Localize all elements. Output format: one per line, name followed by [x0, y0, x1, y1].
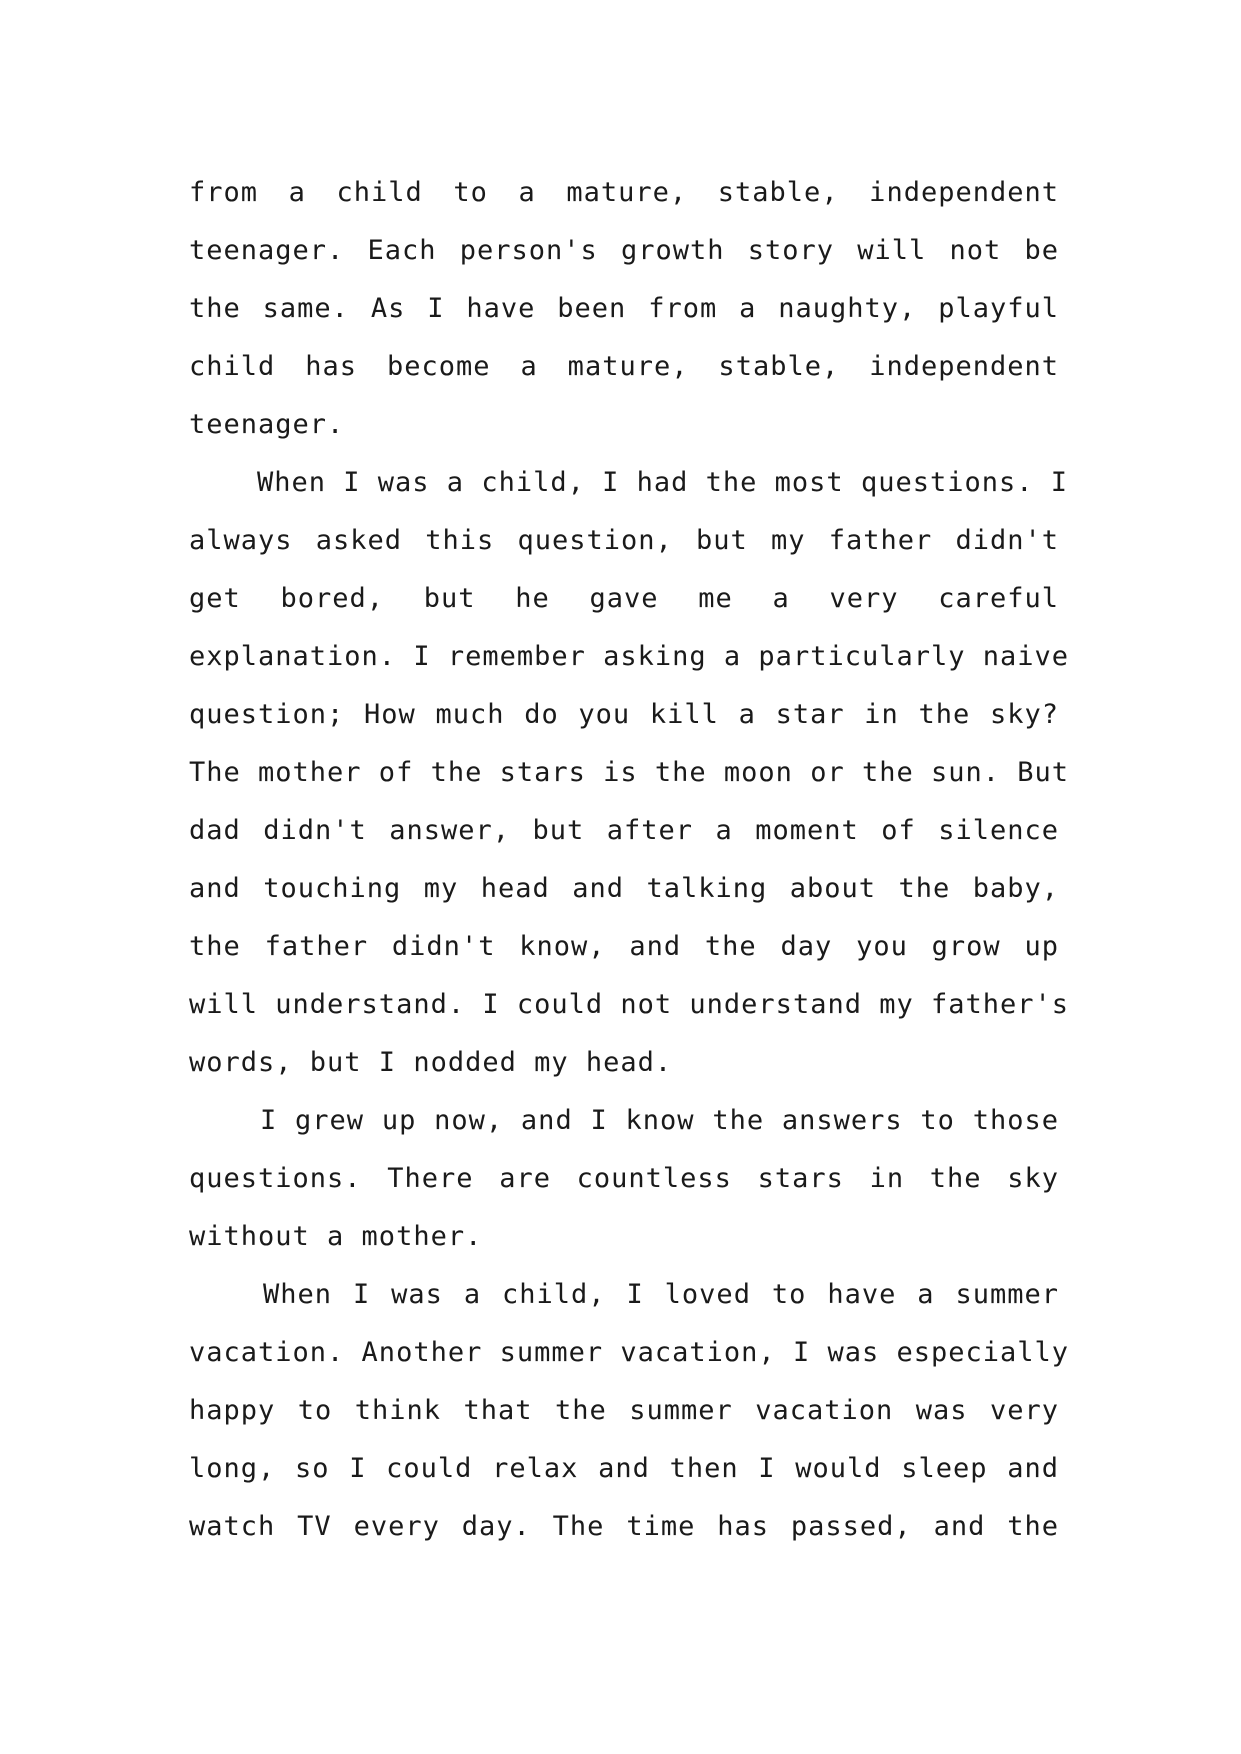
text-line: watch TV every day. The time has passed, and the — [189, 1511, 1059, 1542]
text-line: dad didn't answer, but after a moment of silence — [189, 815, 1059, 846]
text-line: words, but I nodded my head. — [189, 1047, 673, 1078]
text-line: the same. As I have been from a naughty, playful — [189, 293, 1059, 324]
text-line: without a mother. — [189, 1221, 483, 1252]
text-line: long, so I could relax and then I would sleep and — [189, 1453, 1059, 1484]
text-line: questions. There are countless stars in the sky — [189, 1163, 1059, 1194]
text-line: teenager. — [189, 409, 345, 440]
text-line: get bored, but he gave me a very careful — [189, 583, 1059, 614]
text-line: happy to think that the summer vacation was very — [189, 1395, 1059, 1426]
text-line: I grew up now, and I know the answers to those — [260, 1105, 1059, 1136]
text-line: When I was a child, I had the most questions. I — [257, 467, 1069, 498]
text-line: explanation. I remember asking a particularly naive — [189, 641, 1070, 672]
text-line: always asked this question, but my father didn't — [189, 525, 1059, 556]
text-line: teenager. Each person's growth story will not be — [189, 235, 1059, 266]
text-line: the father didn't know, and the day you grow up — [189, 931, 1059, 962]
text-line: vacation. Another summer vacation, I was especially — [189, 1337, 1070, 1368]
text-line: child has become a mature, stable, independent — [189, 351, 1059, 382]
text-line: and touching my head and talking about the baby, — [189, 873, 1059, 904]
text-line: will understand. I could not understand my father's — [189, 989, 1070, 1020]
text-line: When I was a child, I loved to have a summer — [263, 1279, 1059, 1310]
text-line: from a child to a mature, stable, independent — [189, 177, 1059, 208]
text-line: The mother of the stars is the moon or the sun. But — [189, 757, 1070, 788]
text-line: question; How much do you kill a star in the sky? — [189, 699, 1059, 730]
